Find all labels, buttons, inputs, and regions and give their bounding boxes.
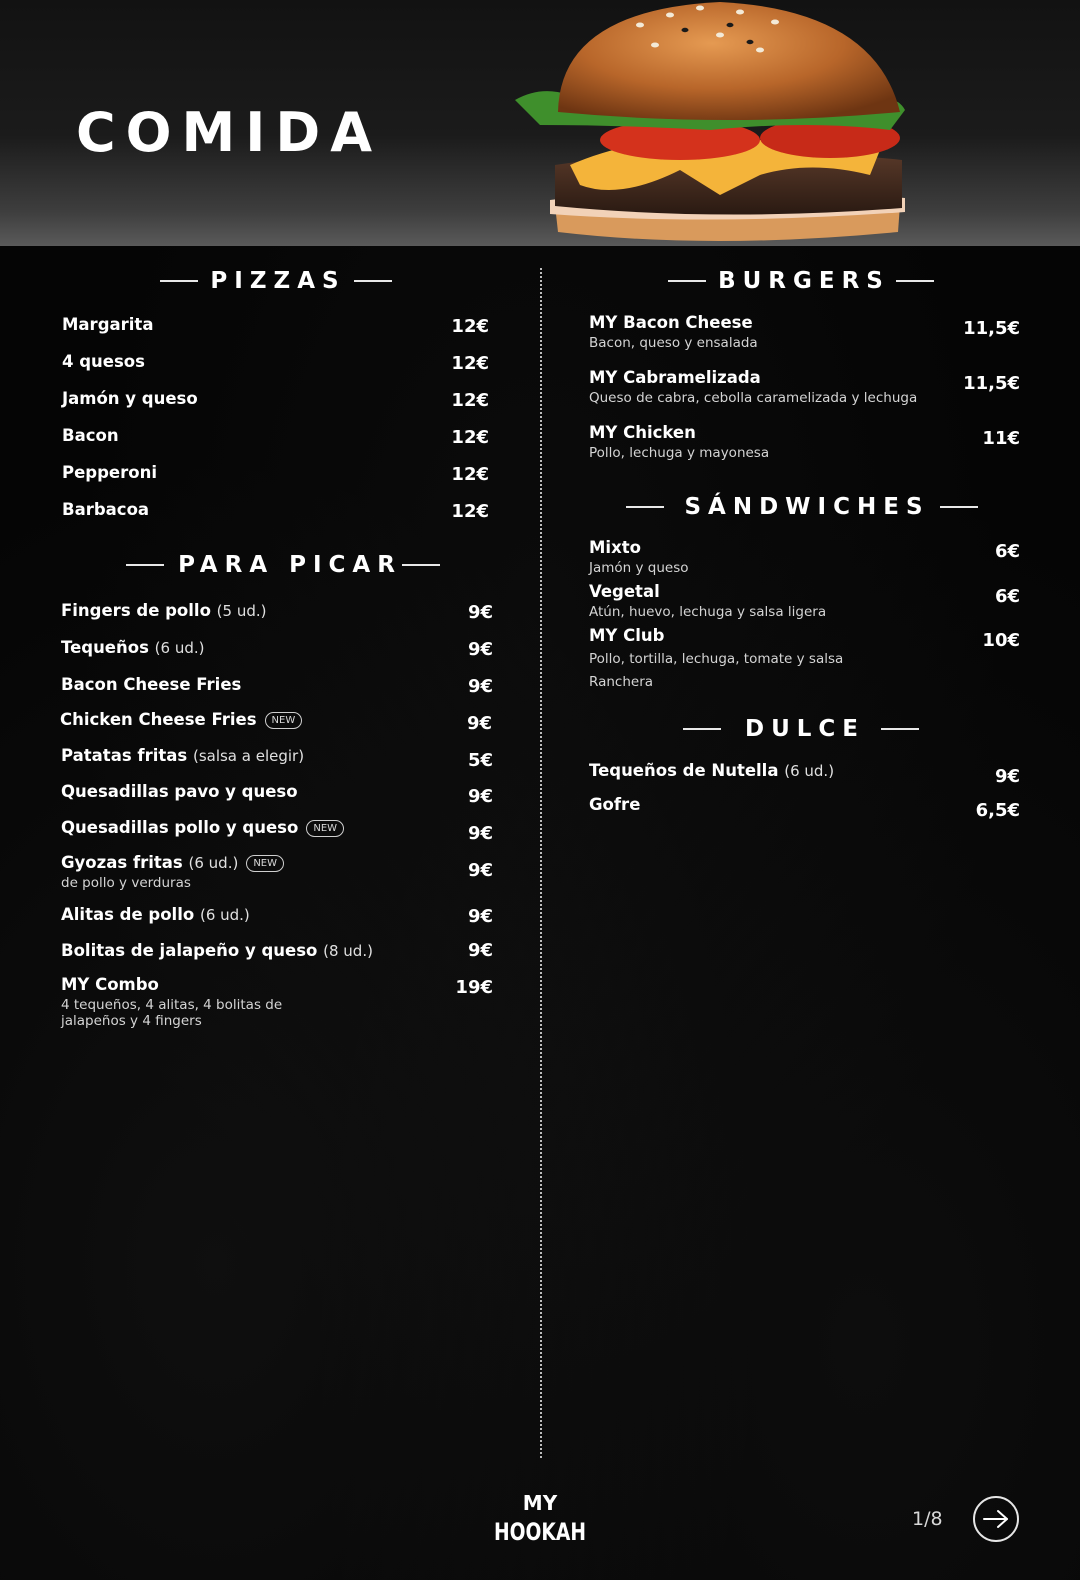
item-quantity: (5 ud.) — [216, 602, 267, 620]
item-name: Barbacoa — [62, 500, 150, 519]
header-rule — [683, 728, 721, 730]
menu-item — [589, 625, 879, 694]
header-rule — [626, 506, 664, 508]
item-price: 6,5€ — [975, 800, 1020, 821]
menu-item — [61, 852, 284, 892]
item-name: MY Combo — [61, 975, 159, 994]
item-description: Pollo, tortilla, lechuga, tomate y salsa Ranchera — [589, 651, 844, 690]
header-rule — [881, 728, 919, 730]
header-rule — [160, 280, 198, 282]
menu-item — [62, 351, 145, 373]
item-price: 9€ — [467, 860, 493, 881]
menu-item — [62, 462, 157, 484]
section-header-dulce — [674, 716, 928, 742]
section-title: PIZZAS — [210, 268, 346, 294]
hero-banner — [0, 0, 1080, 246]
item-name: Alitas de pollo (6 ud.) — [61, 905, 250, 924]
menu-item — [589, 581, 826, 621]
section-title: DULCE — [744, 716, 865, 742]
item-name: Gofre — [589, 795, 641, 814]
menu-item — [589, 794, 640, 816]
item-description: Pollo, lechuga y mayonesa — [589, 445, 770, 461]
menu-item — [589, 537, 689, 577]
item-price: 19€ — [455, 977, 493, 998]
item-name: Tequeños de Nutella (6 ud.) — [589, 761, 835, 780]
item-price: 6€ — [994, 586, 1020, 607]
item-quantity: (6 ud.) — [784, 762, 835, 780]
item-description: Queso de cabra, cebolla caramelizada y lechuga — [589, 390, 918, 406]
item-name: Bacon Cheese Fries — [61, 675, 242, 694]
section-title: SÁNDWICHES — [684, 494, 930, 520]
section-header-para-picar — [110, 552, 456, 578]
page-indicator: 1/8 — [912, 1508, 943, 1530]
item-price: 9€ — [467, 823, 493, 844]
next-page-button[interactable] — [973, 1496, 1019, 1542]
item-name: Margarita — [62, 315, 154, 334]
item-price: 12€ — [451, 390, 489, 411]
item-price: 12€ — [451, 316, 489, 337]
item-name: Tequeños (6 ud.) — [61, 638, 205, 657]
item-name: Quesadillas pavo y queso — [61, 782, 298, 801]
item-description: Atún, huevo, lechuga y salsa ligera — [589, 604, 827, 620]
item-name: Quesadillas pollo y queso NEW — [61, 817, 344, 839]
item-description: Jamón y queso — [589, 560, 689, 576]
item-price: 9€ — [466, 713, 492, 734]
item-quantity: (6 ud.) — [199, 906, 250, 924]
menu-item — [589, 422, 769, 462]
item-name: MY Bacon Cheese — [589, 313, 753, 332]
item-name: Jamón y queso — [62, 389, 198, 408]
menu-item — [62, 499, 149, 521]
header-rule — [354, 280, 392, 282]
item-name: Fingers de pollo (5 ud.) — [61, 601, 267, 620]
menu-item — [61, 781, 298, 803]
item-quantity: (8 ud.) — [323, 942, 373, 960]
menu-item — [60, 709, 302, 731]
menu-item — [61, 745, 304, 767]
menu-item — [62, 314, 153, 336]
item-price: 5€ — [467, 750, 493, 771]
new-badge: NEW — [246, 855, 284, 872]
section-header-pizzas — [148, 268, 404, 294]
svg-text:HOOKAH: HOOKAH — [494, 1518, 586, 1546]
section-header-sandwiches — [606, 494, 998, 520]
item-price: 6€ — [994, 541, 1020, 562]
item-description: Bacon, queso y ensalada — [589, 335, 758, 351]
item-name: Chicken Cheese Fries NEW — [60, 709, 302, 731]
item-price: 9€ — [467, 940, 493, 961]
svg-text:MY: MY — [522, 1491, 558, 1515]
item-price: 9€ — [467, 602, 493, 623]
item-name: MY Chicken — [589, 423, 696, 442]
section-header-burgers — [654, 268, 948, 294]
menu-item — [589, 760, 834, 782]
item-name: Gyozas fritas (6 ud.) NEW — [61, 852, 284, 874]
item-price: 9€ — [467, 676, 493, 697]
item-name: MY Cabramelizada — [589, 368, 761, 387]
item-price: 12€ — [451, 501, 489, 522]
header-rule — [668, 280, 706, 282]
item-price: 10€ — [982, 630, 1020, 651]
item-price: 9€ — [467, 786, 493, 807]
item-price: 9€ — [467, 906, 493, 927]
burger-image — [510, 0, 910, 246]
item-price: 12€ — [451, 353, 489, 374]
item-price: 9€ — [467, 639, 493, 660]
item-price: 12€ — [451, 427, 489, 448]
menu-item — [61, 940, 373, 962]
item-price: 9€ — [994, 766, 1020, 787]
item-quantity: (6 ud.) — [188, 854, 239, 872]
header-rule — [896, 280, 934, 282]
section-title: BURGERS — [718, 268, 890, 294]
item-name: 4 quesos — [62, 352, 145, 371]
menu-item — [62, 425, 119, 447]
header-rule — [402, 564, 440, 566]
arrow-right-icon — [982, 1509, 1010, 1529]
item-name: Bolitas de jalapeño y queso (8 ud.) — [61, 941, 373, 960]
column-divider — [540, 268, 542, 1458]
item-price: 11€ — [982, 428, 1020, 449]
section-title: PARA PICAR — [178, 552, 402, 578]
menu-item — [61, 974, 321, 1029]
menu-item — [61, 904, 250, 926]
page-title: COMIDA — [76, 101, 382, 164]
item-price: 11,5€ — [963, 318, 1020, 339]
item-name: Vegetal — [589, 582, 660, 601]
menu-item — [61, 600, 266, 622]
item-name: Patatas fritas (salsa a elegir) — [61, 746, 305, 765]
menu-item — [589, 312, 758, 352]
menu-item — [61, 637, 204, 659]
menu-item — [61, 817, 344, 839]
item-description: de pollo y verduras — [61, 875, 191, 891]
item-description: 4 tequeños, 4 alitas, 4 bolitas de jalapeños y 4 fingers — [61, 997, 283, 1029]
item-quantity: (salsa a elegir) — [192, 747, 305, 765]
item-quantity: (6 ud.) — [154, 639, 205, 657]
new-badge: NEW — [306, 820, 344, 837]
item-price: 11,5€ — [963, 373, 1020, 394]
item-name: Bacon — [62, 426, 119, 445]
header-rule — [940, 506, 978, 508]
new-badge: NEW — [265, 712, 303, 729]
item-name: MY Club — [589, 626, 665, 645]
my-hookah-logo — [490, 1488, 590, 1548]
item-name: Pepperoni — [62, 463, 157, 482]
header-rule — [126, 564, 164, 566]
item-name: Mixto — [589, 538, 641, 557]
menu-item — [62, 388, 198, 410]
menu-item — [61, 674, 241, 696]
item-price: 12€ — [451, 464, 489, 485]
menu-item — [589, 367, 917, 407]
